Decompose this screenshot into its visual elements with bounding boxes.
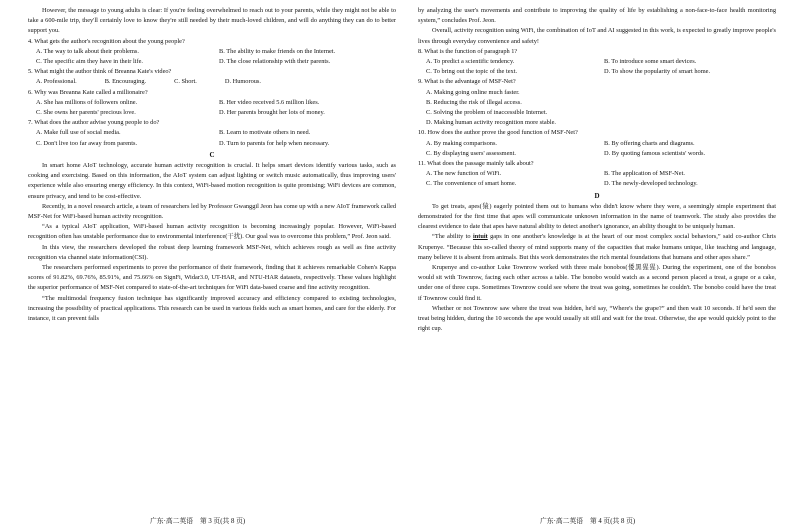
passage-c-paragraph: “The multimodal frequency fusion technique has significantly improved accuracy and efficiency compared to existing technologies, increasing the possibility of practical applications. This research can be used in various fields such as smart homes, and care for the elderly. For instance, it can prevent falls: [28, 294, 396, 323]
question-5-options: [28, 77, 396, 87]
section-c-heading: C: [209, 150, 215, 159]
option[interactable]: A. She has millions of followers online.: [36, 98, 138, 106]
option[interactable]: D. Turn to parents for help when necessary.: [219, 139, 330, 147]
overall-paragraph: Overall, activity recognition using WiFi, the combination of IoT and AI suggested in this work, is expected to greatly improve people's lives through everyday convenience and safety!: [418, 27, 776, 45]
question-11-options: [418, 169, 776, 189]
option[interactable]: A. The new function of WiFi.: [426, 170, 502, 178]
option[interactable]: C. Don't live too far away from parents.: [36, 139, 138, 147]
option[interactable]: A. Professional.: [36, 78, 77, 86]
option[interactable]: B. By offering charts and diagrams.: [604, 139, 695, 147]
left-page-column: [28, 6, 396, 324]
option[interactable]: A. The way to talk about their problems.: [36, 47, 139, 55]
passage-d-paragraph: Krupenye and co-author Luke Townrow worked with three male bonobos(倭黑猩猩). During the experiment, one of the bonobos would sit with Townrow, facing each other across a table. The bonobo would watch as a second person placed a treat, a grape or a cake, under one of three cups. Sometimes Townrow could see where the treat was going, sometimes he couldn't. The bonobo could have the treat if Townrow could find it.: [418, 264, 776, 302]
question-8-options: [418, 57, 776, 77]
question-4-options: [28, 47, 396, 67]
option[interactable]: D. By quoting famous scientists' words.: [604, 149, 706, 157]
option[interactable]: D. Humorous.: [224, 78, 261, 86]
passage-d-paragraph: To get treats, apes(猿) eagerly pointed them out to humans who didn't know where they were, a seemingly simple experiment that demonstrated for the first time that apes will communicate unknown information in the name of teamwork. The study also provides the clearest evidence to date that apes have natural ability to detect another's ignorance, an ability thought to be uniquely human.: [418, 202, 776, 231]
paragraph-text: “The ability to: [432, 233, 473, 241]
passage-c-paragraph: Recently, in a novel research article, a team of researchers led by Professor Gwanggil Jeon has come up with a new AIoT framework called MSF-Net for WiFi-based human activity recognition.: [28, 202, 396, 221]
passage-d-paragraph: [418, 232, 776, 263]
question-6-options: [28, 98, 396, 118]
option[interactable]: B. Her video received 5.6 million likes.: [219, 98, 320, 106]
option[interactable]: A. By making comparisons.: [426, 139, 498, 147]
option[interactable]: D. The newly-developed technology.: [604, 180, 698, 188]
question-9-option[interactable]: D. Making human activity recognition more stable.: [426, 119, 557, 127]
option[interactable]: B. The ability to make friends on the Internet.: [219, 47, 336, 55]
option[interactable]: C. The convenience of smart home.: [426, 180, 517, 188]
question-7-stem: 7. What does the author advise young people to do?: [28, 119, 160, 127]
option[interactable]: A. Make full use of social media.: [36, 129, 121, 137]
passage-c-paragraph: “As a typical AIoT application, WiFi-based human activity recognition is becoming increasingly popular. However, WiFi-based recognition often has unstable performance due to environmental interference(干扰). Our goal was to overcome this problem,” Prof. Jeon said.: [28, 223, 396, 241]
passage-c-paragraph: In this view, the researchers developed the robust deep learning framework MSF-Net, which achieves rough as well as fine activity recognition via channel state information(CSI).: [28, 243, 396, 261]
option[interactable]: D. Her parents brought her lots of money.: [219, 109, 325, 117]
question-9-option[interactable]: C. Solving the problem of inaccessible Internet.: [426, 109, 548, 117]
option[interactable]: C. To bring out the topic of the text.: [426, 68, 518, 76]
question-9-option[interactable]: A. Making going online much faster.: [426, 88, 520, 96]
question-9-stem: 9. What is the advantage of MSF-Net?: [418, 78, 516, 86]
question-10-stem: 10. How does the author prove the good function of MSF-Net?: [418, 129, 578, 137]
question-6-stem: 6. Why was Breanna Kate called a millionaire?: [28, 88, 148, 96]
intro-paragraph: However, the message to young adults is clear: If you're feeling overwhelmed to reach out to your parents, while they might not be able to take a 600-mile trip, they'll certainly love to know they're still needed by their much-loved children, and will do anything they can do to better support you.: [28, 7, 396, 35]
option[interactable]: A. To predict a scientific tendency.: [426, 58, 515, 66]
option[interactable]: B. To introduce some smart devices.: [604, 58, 697, 66]
right-page-column: [418, 6, 776, 335]
option[interactable]: B. The application of MSF-Net.: [604, 170, 685, 178]
option[interactable]: C. She owns her parents' precious love.: [36, 109, 136, 117]
question-10-options: [418, 139, 776, 159]
question-11-stem: 11. What does the passage mainly talk about?: [418, 160, 534, 168]
option[interactable]: C. By displaying users' assessment.: [426, 149, 516, 157]
option[interactable]: B. Encouraging.: [104, 78, 147, 86]
question-5-stem: 5. What might the author think of Breanna Kate's video?: [28, 68, 172, 76]
option[interactable]: D. The close relationship with their parents.: [219, 58, 331, 66]
option[interactable]: B. Learn to motivate others in need.: [219, 129, 311, 137]
passage-c-paragraph: The researchers performed experiments to prove the performance of their framework, finding that it achieves remarkable Cohen's Kappa scores of 91.82%, 69.76%, 85.91%, and 75.66% on SignFi, Widar3.0, UT-HAR, and NTU-HAR datasets, respectively. These values highlight the superior performance of MSF-Net compared to state-of-the-art techniques for WiFi data-based coarse and fine activity recognition.: [28, 264, 396, 292]
passage-c-paragraph: In smart home AIoT technology, accurate human activity recognition is crucial. It helps smart devices identify various tasks, such as cooking and exercising. Based on this information, the AIoT system can adjust lighting or switch music automatically, thus improving users' experience while also ensuring energy efficiency. In this context, WiFi-based motion recognition is quite promising; WiFi devices are common, ensure privacy, and tend to be cost-effective.: [28, 162, 396, 200]
question-9-option[interactable]: B. Reducing the risk of illegal access.: [426, 98, 522, 106]
page-footer-right: 广东·高二英语 第 4 页(共 8 页): [540, 518, 636, 525]
question-4-stem: 4. What gets the author's recognition about the young people?: [28, 37, 185, 45]
option[interactable]: C. The specific aim they have in their life.: [36, 58, 143, 66]
continued-paragraph: by analyzing the user's movements and contribute to improving the quality of life by establishing a non-face-to-face health monitoring system,” concludes Prof. Jeon.: [418, 7, 776, 25]
question-8-stem: 8. What is the function of paragraph 1?: [418, 47, 518, 55]
question-7-options: [28, 128, 396, 148]
section-d-heading: D: [594, 191, 600, 200]
option[interactable]: C. Short.: [174, 78, 197, 86]
page-footer-left: 广东·高二英语 第 3 页(共 8 页): [150, 518, 246, 525]
passage-d-paragraph: Whether or not Townrow saw where the treat was hidden, he'd say, “Where's the grape?” and then wait 10 seconds. If he'd seen the treat being hidden, during the 10 seconds the ape would usually sit still and wait for the treat. Otherwise, the ape would quickly point to the right cup.: [418, 304, 776, 333]
paragraph-text: gaps in one another's knowledge is at the heart of our most complex social behaviors,” said co-author Chris Krupenye. “Because this so-called theory of mind supports many of the capacities that make humans unique, like teaching and language, many believe it is absent from animals. But this work demonstrates the rich mental foundations that humans and other apes share.”: [418, 233, 776, 261]
option[interactable]: D. To show the popularity of smart home.: [604, 68, 711, 76]
underlined-word: intuit: [472, 233, 488, 241]
